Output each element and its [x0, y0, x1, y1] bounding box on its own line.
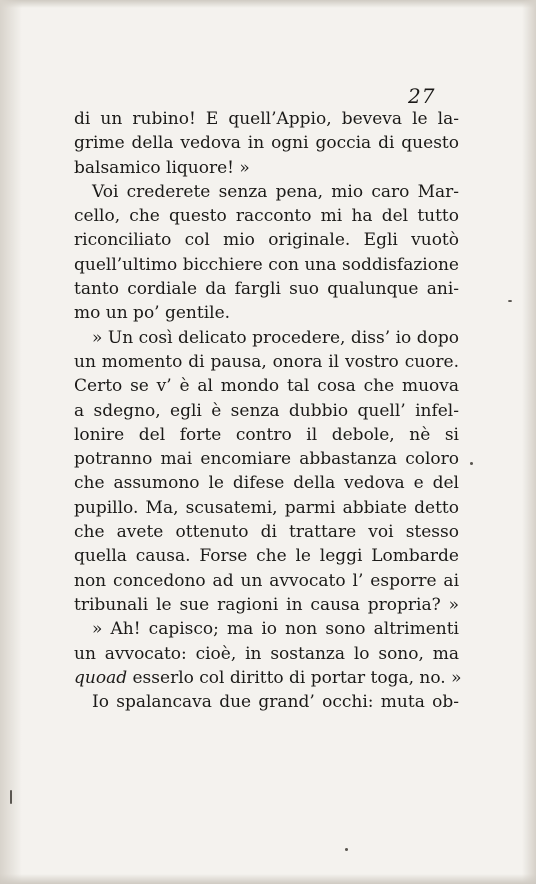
text-line-2: grime della vedova in ogni goccia di questo: [74, 133, 459, 154]
text-line-21: tribunali le sue ragioni in causa propria? »: [74, 594, 459, 615]
page-number: 27: [408, 84, 436, 108]
page-edge-top: [0, 0, 536, 8]
page-edge-bottom: [0, 874, 536, 884]
text-line-8: tanto cordiale da fargli suo qualunque ani-: [74, 279, 459, 300]
text-line-16: che assumono le difese della vedova e del: [74, 473, 459, 494]
text-line-7: quell’ultimo bicchiere con una soddisfazione: [74, 254, 459, 275]
paper-speck: [508, 300, 512, 302]
text-line-15: potranno mai encomiare abbastanza coloro: [74, 449, 459, 470]
paper-speck: [470, 462, 473, 465]
text-line-13: a sdegno, egli è senza dubbio quell’ infel-: [74, 400, 459, 421]
page-edge-right: [522, 0, 536, 884]
text-line-22: » Ah! capisco; ma io non sono altrimenti: [92, 619, 459, 640]
page-edge-left: [0, 0, 22, 884]
text-line-19: quella causa. Forse che le leggi Lombarde: [74, 546, 459, 567]
paper-speck: [10, 790, 12, 804]
text-line-3: balsamico liquore! »: [74, 157, 250, 178]
text-line-9: mo un po’ gentile.: [74, 303, 231, 324]
text-line-10: » Un così delicato procedere, diss’ io dopo: [92, 327, 459, 348]
text-line-20: non concedono ad un avvocato l’ esporre ai: [74, 570, 459, 591]
text-line-4: Voi crederete senza pena, mio caro Mar-: [92, 181, 459, 202]
text-line-18: che avete ottenuto di trattare voi stesso: [74, 522, 459, 543]
paper-speck: [345, 848, 348, 851]
italic-word-quoad: quoad: [74, 667, 128, 688]
text-line-25: Io spalancava due grand’ occhi: muta ob-: [92, 692, 459, 713]
text-line-24: [74, 666, 462, 690]
text-line-17: pupillo. Ma, scusatemi, parmi abbiate detto: [74, 497, 459, 518]
body-text: [74, 107, 462, 714]
text-line-1: di un rubino! E quell’Appio, beveva le la-: [74, 109, 459, 129]
text-line-12: Certo se v’ è al mondo tal cosa che muova: [74, 376, 459, 397]
text-line-14: lonire del forte contro il debole, nè si: [74, 424, 459, 445]
text-line-23: un avvocato: cioè, in sostanza lo sono, ma: [74, 643, 459, 664]
text-line-6: riconciliato col mio originale. Egli vuotò: [74, 230, 459, 251]
text-line-11: un momento di pausa, onora il vostro cuore.: [74, 351, 459, 372]
text-line-5: cello, che questo racconto mi ha del tutto: [74, 206, 459, 227]
text-line-24-rest: esserlo col diritto di portar toga, no. »: [132, 667, 462, 688]
